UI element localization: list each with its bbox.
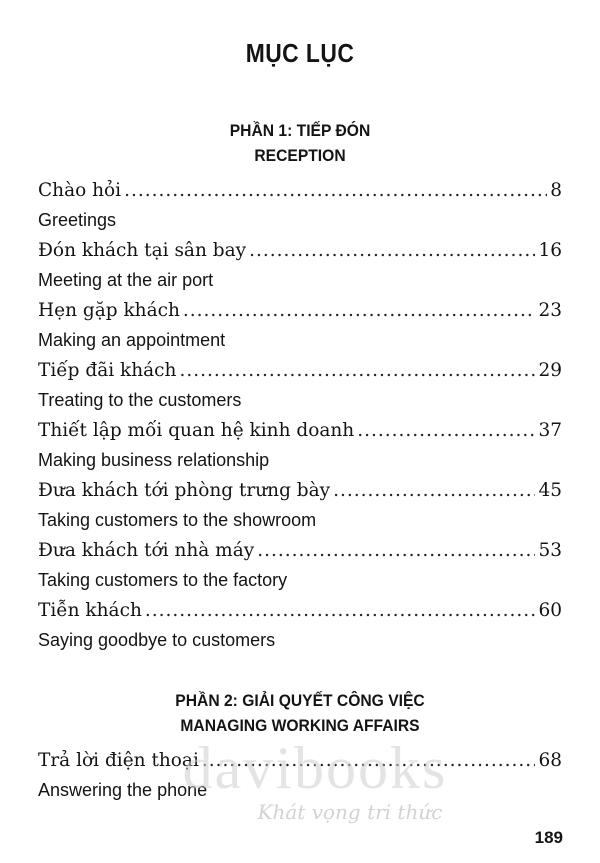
toc-entry-line bbox=[38, 418, 562, 444]
dot-leader bbox=[124, 178, 547, 204]
toc-entry-greetings[interactable] bbox=[38, 178, 562, 233]
dot-leader bbox=[333, 478, 535, 504]
toc-entry-vn-title: Thiết lập mối quan hệ kinh doanh bbox=[38, 420, 355, 441]
toc-entry-en-title: Making an appointment bbox=[38, 330, 226, 350]
watermark-brand: davibooks bbox=[182, 735, 448, 801]
toc-entry-vn-title: Hẹn gặp khách bbox=[38, 300, 180, 321]
section-1-heading-en: RECEPTION bbox=[254, 146, 346, 165]
section-1-heading-vn: PHẦN 1: TIẾP ĐÓN bbox=[229, 121, 371, 140]
toc-entry-page-number: 23 bbox=[538, 300, 562, 321]
toc-entry-line bbox=[38, 748, 562, 774]
toc-entry-phone[interactable] bbox=[38, 748, 562, 803]
toc-entry-en-title: Greetings bbox=[38, 210, 117, 230]
toc-entry-en-title: Answering the phone bbox=[38, 780, 208, 800]
toc-entry-vn-title: Tiễn khách bbox=[38, 600, 142, 621]
toc-entry-en-title: Saying goodbye to customers bbox=[38, 630, 276, 650]
dot-leader bbox=[179, 358, 535, 384]
toc-entry-factory[interactable] bbox=[38, 538, 562, 593]
toc-entry-page-number: 53 bbox=[538, 540, 562, 561]
dot-leader bbox=[249, 238, 535, 264]
watermark-slogan: Khát vọng tri thức bbox=[257, 800, 443, 824]
toc-entry-en-title: Meeting at the air port bbox=[38, 270, 214, 290]
toc-entry-page-number: 45 bbox=[538, 480, 562, 501]
dot-leader bbox=[183, 298, 536, 324]
page-number: 189 bbox=[534, 828, 563, 847]
section-1-heading bbox=[0, 118, 600, 168]
toc-entry-en-title: Taking customers to the factory bbox=[38, 570, 288, 590]
dot-leader bbox=[357, 418, 535, 444]
section-2-heading bbox=[0, 688, 600, 738]
toc-entry-business-relationship[interactable] bbox=[38, 418, 562, 473]
toc-entry-line bbox=[38, 538, 562, 564]
toc-entry-showroom[interactable] bbox=[38, 478, 562, 533]
toc-entry-line bbox=[38, 238, 562, 264]
toc-entry-page-number: 8 bbox=[550, 180, 562, 201]
toc-entry-line bbox=[38, 478, 562, 504]
toc-entry-line bbox=[38, 298, 562, 324]
toc-entry-vn-title: Tiếp đãi khách bbox=[38, 360, 177, 381]
toc-entry-appointment[interactable] bbox=[38, 298, 562, 353]
page-title: MỤC LỤC bbox=[245, 38, 355, 68]
toc-entry-vn-title: Trả lời điện thoại bbox=[38, 750, 199, 771]
toc-entry-page-number: 60 bbox=[538, 600, 562, 621]
toc-entry-en-title: Treating to the customers bbox=[38, 390, 242, 410]
toc-entry-line bbox=[38, 358, 562, 384]
toc-entry-line bbox=[38, 178, 562, 204]
toc-entry-vn-title: Đưa khách tới phòng trưng bày bbox=[38, 480, 331, 501]
toc-entry-en-title: Making business relationship bbox=[38, 450, 270, 470]
toc-entry-vn-title: Chào hỏi bbox=[38, 180, 122, 201]
toc-entry-page-number: 68 bbox=[538, 750, 562, 771]
dot-leader bbox=[202, 748, 536, 774]
section-2-heading-vn: PHẦN 2: GIẢI QUYẾT CÔNG VIỆC bbox=[175, 691, 425, 710]
toc-entry-vn-title: Đón khách tại sân bay bbox=[38, 240, 247, 261]
toc-entry-en-title: Taking customers to the showroom bbox=[38, 510, 317, 530]
dot-leader bbox=[145, 598, 536, 624]
toc-entry-goodbye[interactable] bbox=[38, 598, 562, 653]
toc-entry-line bbox=[38, 598, 562, 624]
toc-entry-page-number: 16 bbox=[538, 240, 562, 261]
dot-leader bbox=[257, 538, 535, 564]
toc-entry-page-number: 37 bbox=[538, 420, 562, 441]
toc-entry-treating[interactable] bbox=[38, 358, 562, 413]
section-2-heading-en: MANAGING WORKING AFFAIRS bbox=[180, 716, 420, 735]
toc-entry-vn-title: Đưa khách tới nhà máy bbox=[38, 540, 255, 561]
toc-entry-airport[interactable] bbox=[38, 238, 562, 293]
toc-entry-page-number: 29 bbox=[538, 360, 562, 381]
